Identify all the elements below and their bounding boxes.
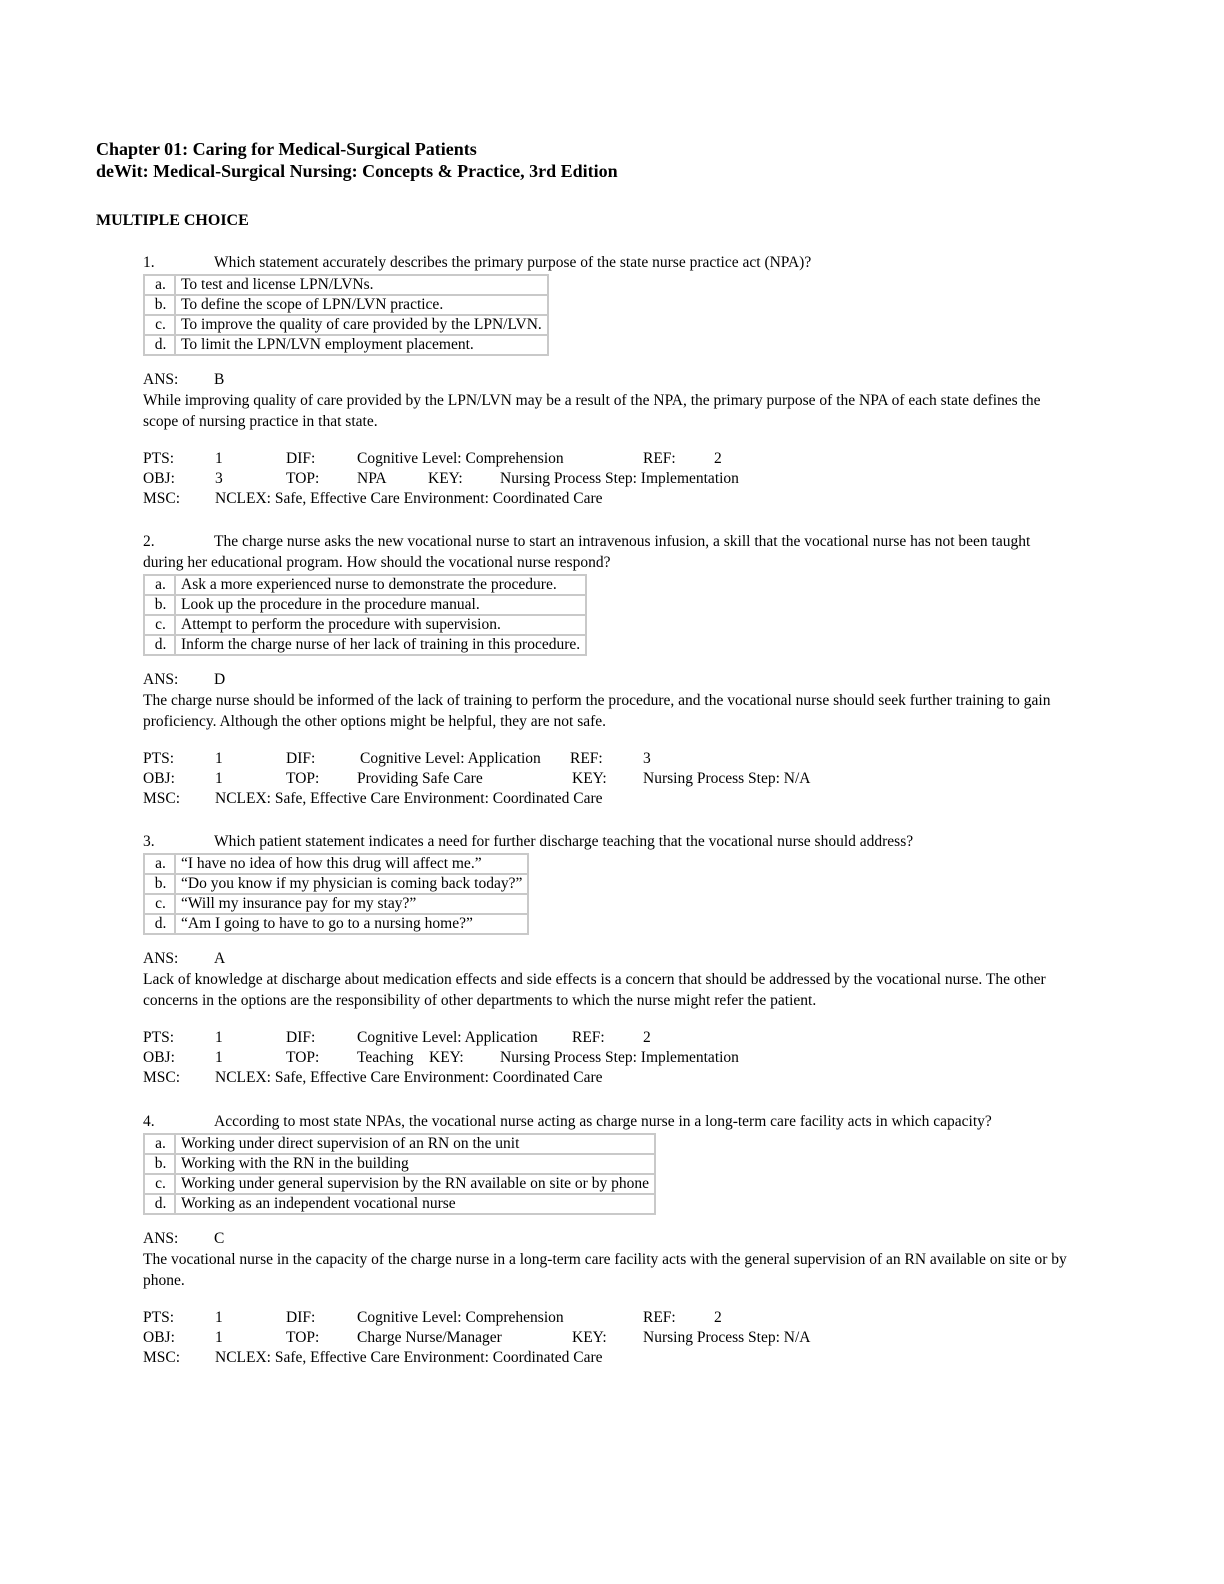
answer-line [143, 370, 1073, 390]
rationale: While improving quality of care provided by the LPN/LVN may be a result of the NPA, the primary purpose of the NPA of each state defines the scope of nursing practice in that state. [143, 392, 1041, 430]
choice-text: Working with the RN in the building [175, 1154, 655, 1174]
question-1 [143, 252, 1073, 509]
answer-value: B [214, 371, 225, 388]
answer-label: ANS: [143, 1230, 179, 1247]
key-label: KEY: [428, 470, 463, 487]
top-label: TOP: [286, 470, 320, 487]
top-label: TOP: [286, 770, 320, 787]
choice-row [144, 914, 528, 934]
obj-value: 3 [215, 470, 223, 487]
choice-row [144, 335, 548, 355]
question-stem [143, 1111, 1073, 1132]
answer-value: D [214, 671, 226, 688]
top-value: NPA [357, 470, 387, 487]
dif-label: DIF: [286, 1309, 316, 1326]
obj-value: 1 [215, 1329, 223, 1346]
choice-letter: b. [144, 295, 175, 315]
answer-label: ANS: [143, 950, 179, 967]
choice-text: Working under direct supervision of an RN on the unit [175, 1134, 655, 1154]
choices-table [143, 574, 587, 656]
answer-label: ANS: [143, 371, 179, 388]
pts-value: 1 [215, 450, 223, 467]
question-text: Which statement accurately describes the primary purpose of the state nurse practice act (NPA)? [214, 254, 812, 271]
dif-label: DIF: [286, 750, 316, 767]
key-value: Nursing Process Step: Implementation [500, 470, 739, 487]
rationale: The charge nurse should be informed of the lack of training to perform the procedure, and the vocational nurse should seek further training to gain proficiency. Although the other options might be helpful, they are not safe. [143, 692, 1051, 730]
question-number: 2. [143, 533, 155, 550]
choice-letter: d. [144, 335, 175, 355]
choice-row [144, 295, 548, 315]
question-metadata [143, 749, 1073, 809]
msc-label: MSC: [143, 790, 181, 807]
ref-label: REF: [572, 1029, 605, 1046]
choice-text: To define the scope of LPN/LVN practice. [175, 295, 548, 315]
choice-row [144, 315, 548, 335]
msc-label: MSC: [143, 490, 181, 507]
key-value: Nursing Process Step: Implementation [500, 1049, 739, 1066]
choice-row [144, 894, 528, 914]
msc-value: NCLEX: Safe, Effective Care Environment: Coordinated Care [215, 1349, 603, 1366]
answer-line [143, 1229, 1073, 1249]
dif-value: Cognitive Level: Comprehension [357, 450, 564, 467]
pts-value: 1 [215, 1309, 223, 1326]
choice-text: Look up the procedure in the procedure manual. [175, 595, 586, 615]
question-number: 3. [143, 833, 155, 850]
choice-letter: c. [144, 894, 175, 914]
choice-row [144, 615, 586, 635]
choice-text: To limit the LPN/LVN employment placement. [175, 335, 548, 355]
question-metadata [143, 1308, 1073, 1368]
obj-label: OBJ: [143, 1049, 175, 1066]
choice-letter: c. [144, 315, 175, 335]
answer-value: C [214, 1230, 225, 1247]
key-value: Nursing Process Step: N/A [643, 1329, 811, 1346]
choice-text: “I have no idea of how this drug will affect me.” [175, 854, 528, 874]
dif-value: Cognitive Level: Application [360, 750, 541, 767]
choice-letter: d. [144, 635, 175, 655]
choices-table [143, 274, 549, 356]
choice-letter: b. [144, 874, 175, 894]
choice-letter: a. [144, 1134, 175, 1154]
ref-label: REF: [643, 450, 676, 467]
ref-value: 2 [714, 1309, 722, 1326]
key-label: KEY: [429, 1049, 464, 1066]
choice-text: Attempt to perform the procedure with supervision. [175, 615, 586, 635]
obj-label: OBJ: [143, 470, 175, 487]
choice-row [144, 1174, 655, 1194]
choice-letter: b. [144, 595, 175, 615]
rationale: The vocational nurse in the capacity of the charge nurse in a long-term care facility acts with the general supervision of an RN available on site or by phone. [143, 1251, 1067, 1289]
pts-value: 1 [215, 1029, 223, 1046]
question-stem [143, 252, 1073, 273]
choice-row [144, 1154, 655, 1174]
choices-table [143, 1133, 656, 1215]
question-number: 1. [143, 254, 155, 271]
choice-row [144, 1134, 655, 1154]
dif-value: Cognitive Level: Application [357, 1029, 538, 1046]
choice-text: To test and license LPN/LVNs. [175, 275, 548, 295]
choice-text: Ask a more experienced nurse to demonstrate the procedure. [175, 575, 586, 595]
question-stem [143, 831, 1073, 852]
msc-label: MSC: [143, 1349, 181, 1366]
answer-line [143, 949, 1073, 969]
rationale: Lack of knowledge at discharge about medication effects and side effects is a concern that should be addressed by the vocational nurse. The other concerns in the options are the responsibility of other departments to which the nurse might refer the patient. [143, 971, 1046, 1009]
key-label: KEY: [572, 1329, 607, 1346]
choice-letter: b. [144, 1154, 175, 1174]
choice-letter: a. [144, 854, 175, 874]
book-title: deWit: Medical-Surgical Nursing: Concepts & Practice, 3rd Edition [96, 161, 618, 181]
obj-label: OBJ: [143, 770, 175, 787]
choice-row [144, 275, 548, 295]
question-3 [143, 831, 1073, 1088]
choice-text: To improve the quality of care provided by the LPN/LVN. [175, 315, 548, 335]
chapter-title: Chapter 01: Caring for Medical-Surgical Patients [96, 139, 477, 159]
choice-row [144, 635, 586, 655]
msc-value: NCLEX: Safe, Effective Care Environment: Coordinated Care [215, 790, 603, 807]
choice-row [144, 854, 528, 874]
choice-row [144, 575, 586, 595]
top-label: TOP: [286, 1329, 320, 1346]
choice-letter: d. [144, 914, 175, 934]
choice-text: “Am I going to have to go to a nursing home?” [175, 914, 528, 934]
ref-value: 2 [714, 450, 722, 467]
top-value: Charge Nurse/Manager [357, 1329, 502, 1346]
question-2 [143, 531, 1073, 809]
obj-value: 1 [215, 1049, 223, 1066]
question-stem [143, 531, 1073, 573]
question-metadata [143, 1028, 1073, 1088]
choice-row [144, 595, 586, 615]
msc-value: NCLEX: Safe, Effective Care Environment: Coordinated Care [215, 1069, 603, 1086]
dif-value: Cognitive Level: Comprehension [357, 1309, 564, 1326]
obj-value: 1 [215, 770, 223, 787]
question-4 [143, 1111, 1073, 1368]
ref-value: 2 [643, 1029, 651, 1046]
choices-table [143, 853, 529, 935]
pts-label: PTS: [143, 1309, 175, 1326]
choice-row [144, 874, 528, 894]
pts-label: PTS: [143, 450, 175, 467]
obj-label: OBJ: [143, 1329, 175, 1346]
choice-text: “Will my insurance pay for my stay?” [175, 894, 528, 914]
choice-letter: a. [144, 575, 175, 595]
choice-text: “Do you know if my physician is coming back today?” [175, 874, 528, 894]
question-metadata [143, 449, 1073, 509]
top-value: Providing Safe Care [357, 770, 483, 787]
choice-row [144, 1194, 655, 1214]
choice-text: Working as an independent vocational nurse [175, 1194, 655, 1214]
dif-label: DIF: [286, 1029, 316, 1046]
top-label: TOP: [286, 1049, 320, 1066]
key-label: KEY: [572, 770, 607, 787]
ref-label: REF: [643, 1309, 676, 1326]
dif-label: DIF: [286, 450, 316, 467]
choice-text: Inform the charge nurse of her lack of training in this procedure. [175, 635, 586, 655]
choice-text: Working under general supervision by the RN available on site or by phone [175, 1174, 655, 1194]
pts-label: PTS: [143, 1029, 175, 1046]
key-value: Nursing Process Step: N/A [643, 770, 811, 787]
question-number: 4. [143, 1113, 155, 1130]
choice-letter: a. [144, 275, 175, 295]
question-text: The charge nurse asks the new vocational nurse to start an intravenous infusion, a skill that the vocational nurse has not been taught during her educational program. How should the vocational nurse respond? [143, 533, 1031, 571]
choice-letter: c. [144, 615, 175, 635]
top-value: Teaching [357, 1049, 414, 1066]
pts-value: 1 [215, 750, 223, 767]
ref-value: 3 [643, 750, 651, 767]
msc-label: MSC: [143, 1069, 181, 1086]
ref-label: REF: [570, 750, 603, 767]
answer-line [143, 670, 1073, 690]
question-text: Which patient statement indicates a need for further discharge teaching that the vocational nurse should address? [214, 833, 914, 850]
answer-value: A [214, 950, 226, 967]
answer-label: ANS: [143, 671, 179, 688]
msc-value: NCLEX: Safe, Effective Care Environment: Coordinated Care [215, 490, 603, 507]
choice-letter: c. [144, 1174, 175, 1194]
pts-label: PTS: [143, 750, 175, 767]
choice-letter: d. [144, 1194, 175, 1214]
question-text: According to most state NPAs, the vocational nurse acting as charge nurse in a long-term care facility acts in which capacity? [214, 1113, 992, 1130]
section-title: MULTIPLE CHOICE [96, 212, 249, 229]
